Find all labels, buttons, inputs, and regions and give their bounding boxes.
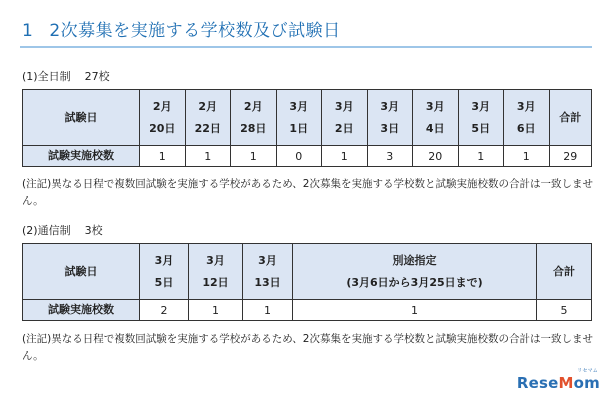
value-cell: 1 xyxy=(140,146,186,167)
row-label-date: 試験日 xyxy=(23,90,140,146)
value-cell: 1 xyxy=(231,146,277,167)
date-cell: 3月 5日 xyxy=(458,90,504,146)
total-cell: 29 xyxy=(549,146,592,167)
page-title xyxy=(22,16,341,41)
date-cell: 3月 6日 xyxy=(504,90,550,146)
section2-label: (2)通信制 xyxy=(22,224,71,237)
total-header: 合計 xyxy=(537,244,592,300)
row-label-date: 試験日 xyxy=(23,244,140,300)
resemom-logo: ReseMom リセマム xyxy=(516,368,600,392)
value-cell: 1 xyxy=(504,146,550,167)
date-cell: 3月 12日 xyxy=(189,244,243,300)
value-cell: 3 xyxy=(367,146,413,167)
table-header-row xyxy=(23,90,592,146)
row-label-count: 試験実施校数 xyxy=(23,146,140,167)
section1-heading xyxy=(22,68,110,84)
value-cell: 20 xyxy=(413,146,459,167)
date-cell: 3月 5日 xyxy=(140,244,189,300)
date-cell: 2月 22日 xyxy=(185,90,231,146)
total-header: 合計 xyxy=(549,90,592,146)
value-cell: 1 xyxy=(185,146,231,167)
value-cell: 1 xyxy=(243,300,293,321)
table-row xyxy=(23,146,592,167)
value-cell: 1 xyxy=(189,300,243,321)
fulltime-table xyxy=(22,89,592,167)
date-cell: 2月 28日 xyxy=(231,90,277,146)
section1-label: (1)全日制 xyxy=(22,70,71,83)
title-underline xyxy=(20,46,592,48)
date-cell: 3月 3日 xyxy=(367,90,413,146)
note-1: (注記)異なる日程で複数回試験を実施する学校があるため、2次募集を実施する学校数と試験実施校数の合計は一致しません。 xyxy=(22,178,593,207)
value-cell: 2 xyxy=(140,300,189,321)
section2-count: 3校 xyxy=(84,224,103,237)
date-cell: 2月 20日 xyxy=(140,90,186,146)
date-cell: 3月 1日 xyxy=(276,90,322,146)
date-cell: 3月 13日 xyxy=(243,244,293,300)
row-label-count: 試験実施校数 xyxy=(23,300,140,321)
logo-tagline: リセマム xyxy=(577,368,598,374)
date-cell: 3月 2日 xyxy=(322,90,368,146)
table-header-row xyxy=(23,244,592,300)
date-cell: 3月 4日 xyxy=(413,90,459,146)
special-date-cell: 別途指定 (3月6日から3月25日まで) xyxy=(293,244,537,300)
section1-count: 27校 xyxy=(84,70,110,83)
value-cell: 1 xyxy=(322,146,368,167)
value-cell: 1 xyxy=(458,146,504,167)
title-text: 2次募集を実施する学校数及び試験日 xyxy=(49,21,341,41)
section2-heading xyxy=(22,222,103,238)
total-cell: 5 xyxy=(537,300,592,321)
note-2: (注記)異なる日程で複数回試験を実施する学校があるため、2次募集を実施する学校数と試験実施校数の合計は一致しません。 xyxy=(22,333,593,362)
value-cell: 0 xyxy=(276,146,322,167)
value-cell: 1 xyxy=(293,300,537,321)
correspondence-table xyxy=(22,243,592,321)
section-number: 1 xyxy=(22,21,34,41)
table-row xyxy=(23,300,592,321)
